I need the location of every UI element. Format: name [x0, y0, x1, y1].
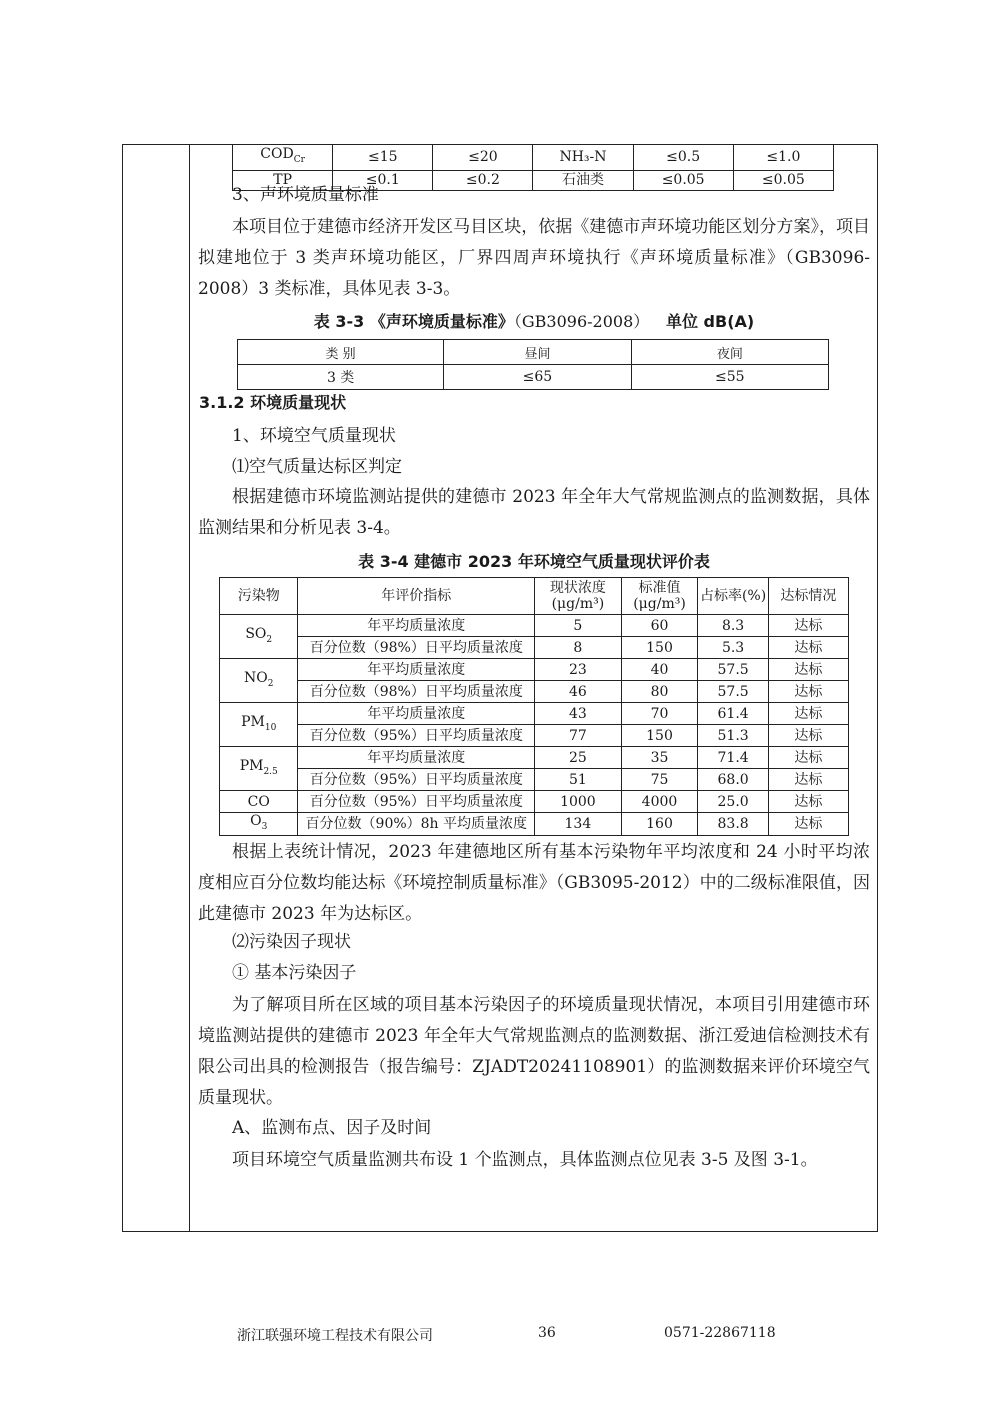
table-cell: 达标 [768, 681, 848, 703]
section-noise-title: 3、声环境质量标准 [232, 185, 379, 205]
table-cell: 83.8 [698, 813, 768, 836]
table-row [220, 725, 849, 747]
table-row: 3 类 ≤65 ≤55 [238, 365, 829, 390]
table-cell: 80 [621, 681, 698, 703]
table-cell: 71.4 [698, 747, 768, 769]
item-attainment: ⑴空气质量达标区判定 [232, 457, 402, 477]
table-cell: 8.3 [698, 615, 768, 637]
table-row [220, 791, 849, 813]
table-cell: 达标 [768, 813, 848, 836]
table-cell: 年平均质量浓度 [298, 747, 535, 769]
table-cell: 5 [535, 615, 622, 637]
table-row [220, 813, 849, 836]
table-row [220, 659, 849, 681]
table-cell: 达标 [768, 725, 848, 747]
table-cell: 达标 [768, 659, 848, 681]
table-cell: 年平均质量浓度 [298, 615, 535, 637]
pollutant-cell: $PM_{2.5}$ [220, 747, 298, 791]
footer-company: 浙江联强环境工程技术有限公司 [237, 1328, 433, 1344]
table-cell: 150 [621, 725, 698, 747]
table-cell: 40 [621, 659, 698, 681]
table-cell: 77 [535, 725, 622, 747]
table-row [220, 615, 849, 637]
table-cell: 60 [621, 615, 698, 637]
footer-page-number: 36 [538, 1325, 556, 1341]
item-air-quality: 1、环境空气质量现状 [232, 426, 396, 446]
pollutant-cell: $PM_{10}$ [220, 703, 298, 747]
table-cell: 57.5 [698, 681, 768, 703]
table-cell: 达标 [768, 791, 848, 813]
table-cell: 百分位数（90%）8h 平均质量浓度 [298, 813, 535, 836]
table-cell: 134 [535, 813, 622, 836]
table-cell: 160 [621, 813, 698, 836]
table-cell: 百分位数（98%）日平均质量浓度 [298, 637, 535, 659]
table-cell: 35 [621, 747, 698, 769]
table-cell: 68.0 [698, 769, 768, 791]
item-monitoring-points: A、监测布点、因子及时间 [232, 1118, 432, 1138]
table-row: $COD_{Cr}$ ≤15 ≤20 NH₃-N ≤0.5 ≤1.0 [233, 145, 834, 171]
table-header-row: 污染物 年评价指标 现状浓度 (μg/m³) 标准值 (μg/m³) 占标率(%) 达标情况 [220, 578, 849, 615]
table-cell: 51 [535, 769, 622, 791]
table-cell: 达标 [768, 769, 848, 791]
item-pollutant-status: ⑵污染因子现状 [232, 932, 351, 952]
table-row: TP ≤0.1 ≤0.2 石油类 ≤0.05 ≤0.05 [233, 170, 834, 190]
table-cell: 达标 [768, 747, 848, 769]
table-3-4-caption: 表 3-4 建德市 2023 年环境空气质量现状评价表 [358, 552, 710, 571]
pollutant-cell: CO [220, 791, 298, 813]
table-3-3-caption: 表 3-3 《声环境质量标准》（GB3096-2008） 单位 dB(A) [313, 312, 755, 331]
table-cell: 23 [535, 659, 622, 681]
paragraph-conclusion: 根据上表统计情况，2023 年建德地区所有基本污染物年平均浓度和 24 小时平均浓度相应百分位数均能达标《环境控制质量标准》（GB3095-2012）中的二级标准限值，因此建德市 2023 年为达标区。 [198, 842, 870, 924]
paragraph-monitoring: 项目环境空气质量监测共布设 1 个监测点，具体监测点位见表 3-5 及图 3-1。 [232, 1150, 818, 1170]
table-cell: 5.3 [698, 637, 768, 659]
table-cell: 1000 [535, 791, 622, 813]
table-row [220, 681, 849, 703]
paragraph-basic: 为了解项目所在区域的项目基本污染因子的环境质量现状情况，本项目引用建德市环境监测站提供的建德市 2023 年全年大气常规监测点的监测数据、浙江爱迪信检测技术有限公司出具的检测报告（报告编号：ZJADT20241108901）的监测数据来评价环境空气质量现状。 [198, 995, 870, 1108]
table-cell: 年平均质量浓度 [298, 703, 535, 725]
table-cell: 百分位数（95%）日平均质量浓度 [298, 769, 535, 791]
table-row [220, 747, 849, 769]
table-cell: 达标 [768, 703, 848, 725]
table-cell: 46 [535, 681, 622, 703]
footer-phone: 0571-22867118 [664, 1325, 776, 1341]
table-cell: 150 [621, 637, 698, 659]
table-cell: 75 [621, 769, 698, 791]
table-cell: 61.4 [698, 703, 768, 725]
table-cell: 年平均质量浓度 [298, 659, 535, 681]
table-cell: 百分位数（95%）日平均质量浓度 [298, 725, 535, 747]
table-row [220, 637, 849, 659]
table-cell: 43 [535, 703, 622, 725]
table-cell: 51.3 [698, 725, 768, 747]
pollutant-cell: $SO_2$ [220, 615, 298, 659]
item-basic-factors: ① 基本污染因子 [232, 963, 357, 983]
table-header-row: 类 别 昼间 夜间 [238, 340, 829, 365]
air-quality-table [219, 577, 849, 836]
table-cell: 百分位数（95%）日平均质量浓度 [298, 791, 535, 813]
section-heading-3-1-2: 3.1.2 环境质量现状 [199, 393, 347, 412]
table-cell: 8 [535, 637, 622, 659]
table-row [220, 769, 849, 791]
pollutant-cell: $O_3$ [220, 813, 298, 836]
table-cell: 25.0 [698, 791, 768, 813]
pollutant-cell: $NO_2$ [220, 659, 298, 703]
frame-divider [189, 144, 190, 1232]
table-cell: 57.5 [698, 659, 768, 681]
noise-standard-table [237, 339, 829, 390]
table-cell: 4000 [621, 791, 698, 813]
paragraph-air: 根据建德市环境监测站提供的建德市 2023 年全年大气常规监测点的监测数据，具体监测结果和分析见表 3-4。 [198, 487, 870, 538]
table-cell: 达标 [768, 637, 848, 659]
table-cell: 25 [535, 747, 622, 769]
table-cell: 百分位数（98%）日平均质量浓度 [298, 681, 535, 703]
table-cell: 达标 [768, 615, 848, 637]
paragraph-noise: 本项目位于建德市经济开发区马目区块，依据《建德市声环境功能区划分方案》，项目拟建地位于 3 类声环境功能区，厂界四周声环境执行《声环境质量标准》（GB3096-2008）3 类标准，具体见表 3-3。 [198, 217, 870, 299]
table-row [220, 703, 849, 725]
table-cell: 70 [621, 703, 698, 725]
